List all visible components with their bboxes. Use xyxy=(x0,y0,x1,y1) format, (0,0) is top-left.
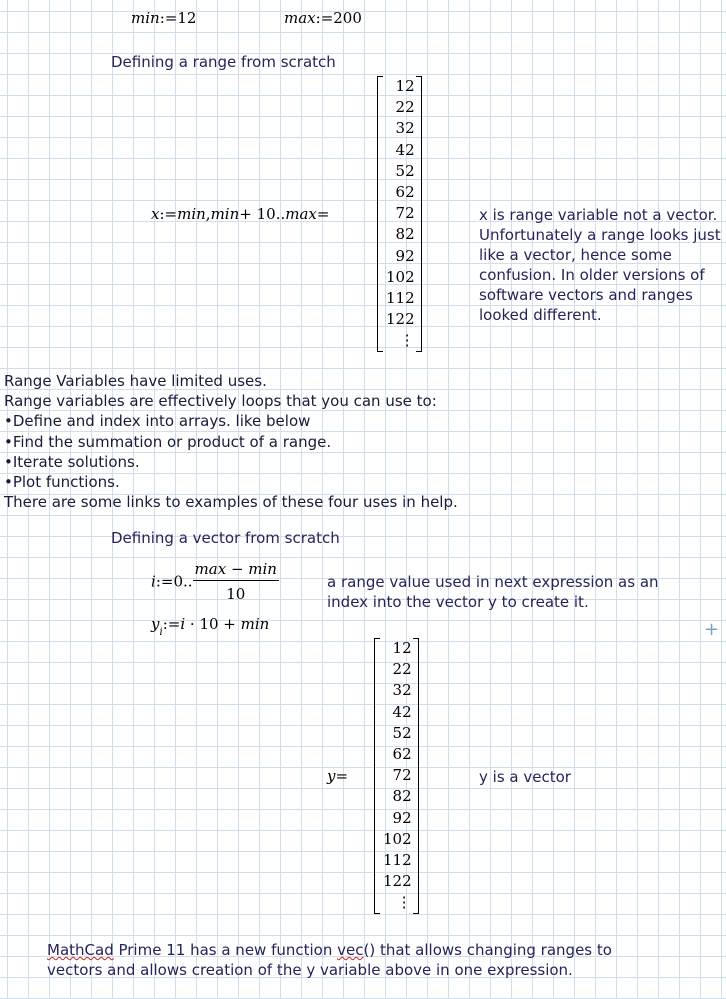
bracket-tick xyxy=(375,638,380,639)
assign-operator: := xyxy=(155,572,174,591)
max-ref: max xyxy=(194,560,227,578)
range-second: min xyxy=(210,205,240,223)
assign-operator: := xyxy=(315,9,334,27)
note-line: x is range variable not a vector. xyxy=(479,206,718,224)
matrix-cell: 122 xyxy=(386,310,415,329)
y-eval-variable: y xyxy=(327,767,336,785)
i-range-expression[interactable] xyxy=(151,558,279,607)
brand-word: MathCad xyxy=(47,941,114,959)
bracket-tick xyxy=(416,351,421,352)
matrix-cell: 12 xyxy=(392,639,412,657)
uses-line: •Find the summation or product of a range. xyxy=(4,432,332,451)
bracket-tick xyxy=(413,638,418,639)
note-line: like a vector, hence some xyxy=(479,246,672,264)
assign-operator: := xyxy=(162,615,181,633)
note-y-vector[interactable]: y is a vector xyxy=(479,768,571,786)
note-range-variable[interactable] xyxy=(479,205,721,325)
y-subscript: i xyxy=(159,627,163,638)
min-value: 12 xyxy=(177,9,197,27)
matrix-cell: 72 xyxy=(392,766,412,785)
uses-line: •Define and index into arrays. like below xyxy=(4,412,311,431)
matrix-cell: 22 xyxy=(392,660,412,679)
y-variable: y xyxy=(151,615,160,633)
note-line: confusion. In older versions of xyxy=(479,266,705,284)
footer-line2: vectors and allows creation of the y variable above in one expression. xyxy=(47,961,573,979)
fraction-numerator xyxy=(193,558,279,581)
min-ref: min xyxy=(240,615,270,633)
matrix-cell: 42 xyxy=(392,702,412,721)
footer-note[interactable] xyxy=(47,940,612,980)
range-end: max xyxy=(285,205,317,223)
uses-line: There are some links to examples of these four uses in help. xyxy=(4,493,458,512)
matrix-cell: 42 xyxy=(395,140,415,159)
range-expression[interactable] xyxy=(151,205,329,223)
bracket-tick xyxy=(416,76,421,77)
matrix-cell: 62 xyxy=(395,183,415,202)
matrix-cell: 32 xyxy=(392,681,412,700)
x-result-matrix[interactable] xyxy=(377,76,422,352)
matrix-cell: 52 xyxy=(392,723,412,742)
uses-line: •Iterate solutions. xyxy=(4,452,140,471)
minus-operator: − xyxy=(226,560,249,578)
note-line: looked different. xyxy=(479,306,602,324)
max-value: 200 xyxy=(333,9,362,27)
note-index-range[interactable] xyxy=(327,572,659,612)
max-definition[interactable] xyxy=(284,9,362,27)
y-evaluation[interactable] xyxy=(327,767,348,785)
equals-operator: = xyxy=(316,205,330,223)
bracket-tick xyxy=(378,76,383,77)
range-start: min xyxy=(177,205,206,223)
equals-operator: = xyxy=(335,767,349,785)
matrix-cell: 22 xyxy=(395,98,415,117)
matrix-cell: 62 xyxy=(392,745,412,764)
i-end-fraction xyxy=(193,558,279,607)
matrix-cell: 102 xyxy=(386,267,415,286)
i-variable: i xyxy=(151,572,156,591)
y-result-matrix[interactable] xyxy=(374,638,419,914)
i-dots: .. xyxy=(182,572,193,591)
matrix-cell: 122 xyxy=(383,872,412,891)
plus-operator: + xyxy=(218,615,241,633)
ten-constant: 10 xyxy=(199,615,219,633)
range-dots: .. xyxy=(275,205,286,223)
y-definition[interactable] xyxy=(151,615,270,638)
uses-line: Range Variables have limited uses. xyxy=(4,372,267,390)
matrix-cell: 32 xyxy=(395,119,415,138)
min-ref: min xyxy=(248,560,277,578)
matrix-cell: 12 xyxy=(395,77,415,95)
uses-line: Range variables are effectively loops that you can use to: xyxy=(4,392,437,411)
min-definition[interactable] xyxy=(131,9,196,27)
plus-ten: + 10 xyxy=(239,205,276,223)
note-line: a range value used in next expression as an xyxy=(327,573,659,591)
min-variable: min xyxy=(131,9,160,27)
heading-range[interactable]: Defining a range from scratch xyxy=(111,53,336,71)
bracket-tick xyxy=(413,913,418,914)
max-variable: max xyxy=(284,9,316,27)
note-line: Unfortunately a range looks just xyxy=(479,226,721,244)
footer-text-tail: () that allows changing ranges to xyxy=(363,941,612,959)
matrix-cell: ⋮ xyxy=(396,893,412,912)
func-name: vec xyxy=(337,941,364,959)
uses-line: •Plot functions. xyxy=(4,473,120,492)
matrix-cell: 112 xyxy=(386,289,415,308)
dot-operator: · xyxy=(185,615,200,633)
heading-vector[interactable]: Defining a vector from scratch xyxy=(111,529,340,547)
range-uses-text[interactable] xyxy=(4,371,458,512)
i-start: 0 xyxy=(173,572,183,591)
comma: , xyxy=(205,205,211,223)
matrix-cell: 72 xyxy=(395,204,415,223)
assign-operator: := xyxy=(159,9,178,27)
matrix-cell: 102 xyxy=(383,829,412,848)
fraction-denominator: 10 xyxy=(226,585,246,603)
matrix-cell: 112 xyxy=(383,851,412,870)
matrix-cell: 92 xyxy=(392,808,412,827)
crosshair-icon: + xyxy=(704,619,720,640)
matrix-cell: 92 xyxy=(395,246,415,265)
bracket-tick xyxy=(375,913,380,914)
note-line: index into the vector y to create it. xyxy=(327,593,589,611)
matrix-cell: 52 xyxy=(395,161,415,180)
note-line: software vectors and ranges xyxy=(479,286,693,304)
footer-text: Prime 11 has a new function xyxy=(113,941,338,959)
matrix-cell: 82 xyxy=(395,225,415,244)
x-variable: x xyxy=(151,205,160,223)
matrix-cell: ⋮ xyxy=(399,331,415,350)
bracket-tick xyxy=(378,351,383,352)
matrix-cell: 82 xyxy=(392,787,412,806)
i-ref: i xyxy=(180,615,186,633)
assign-operator: := xyxy=(159,205,178,223)
